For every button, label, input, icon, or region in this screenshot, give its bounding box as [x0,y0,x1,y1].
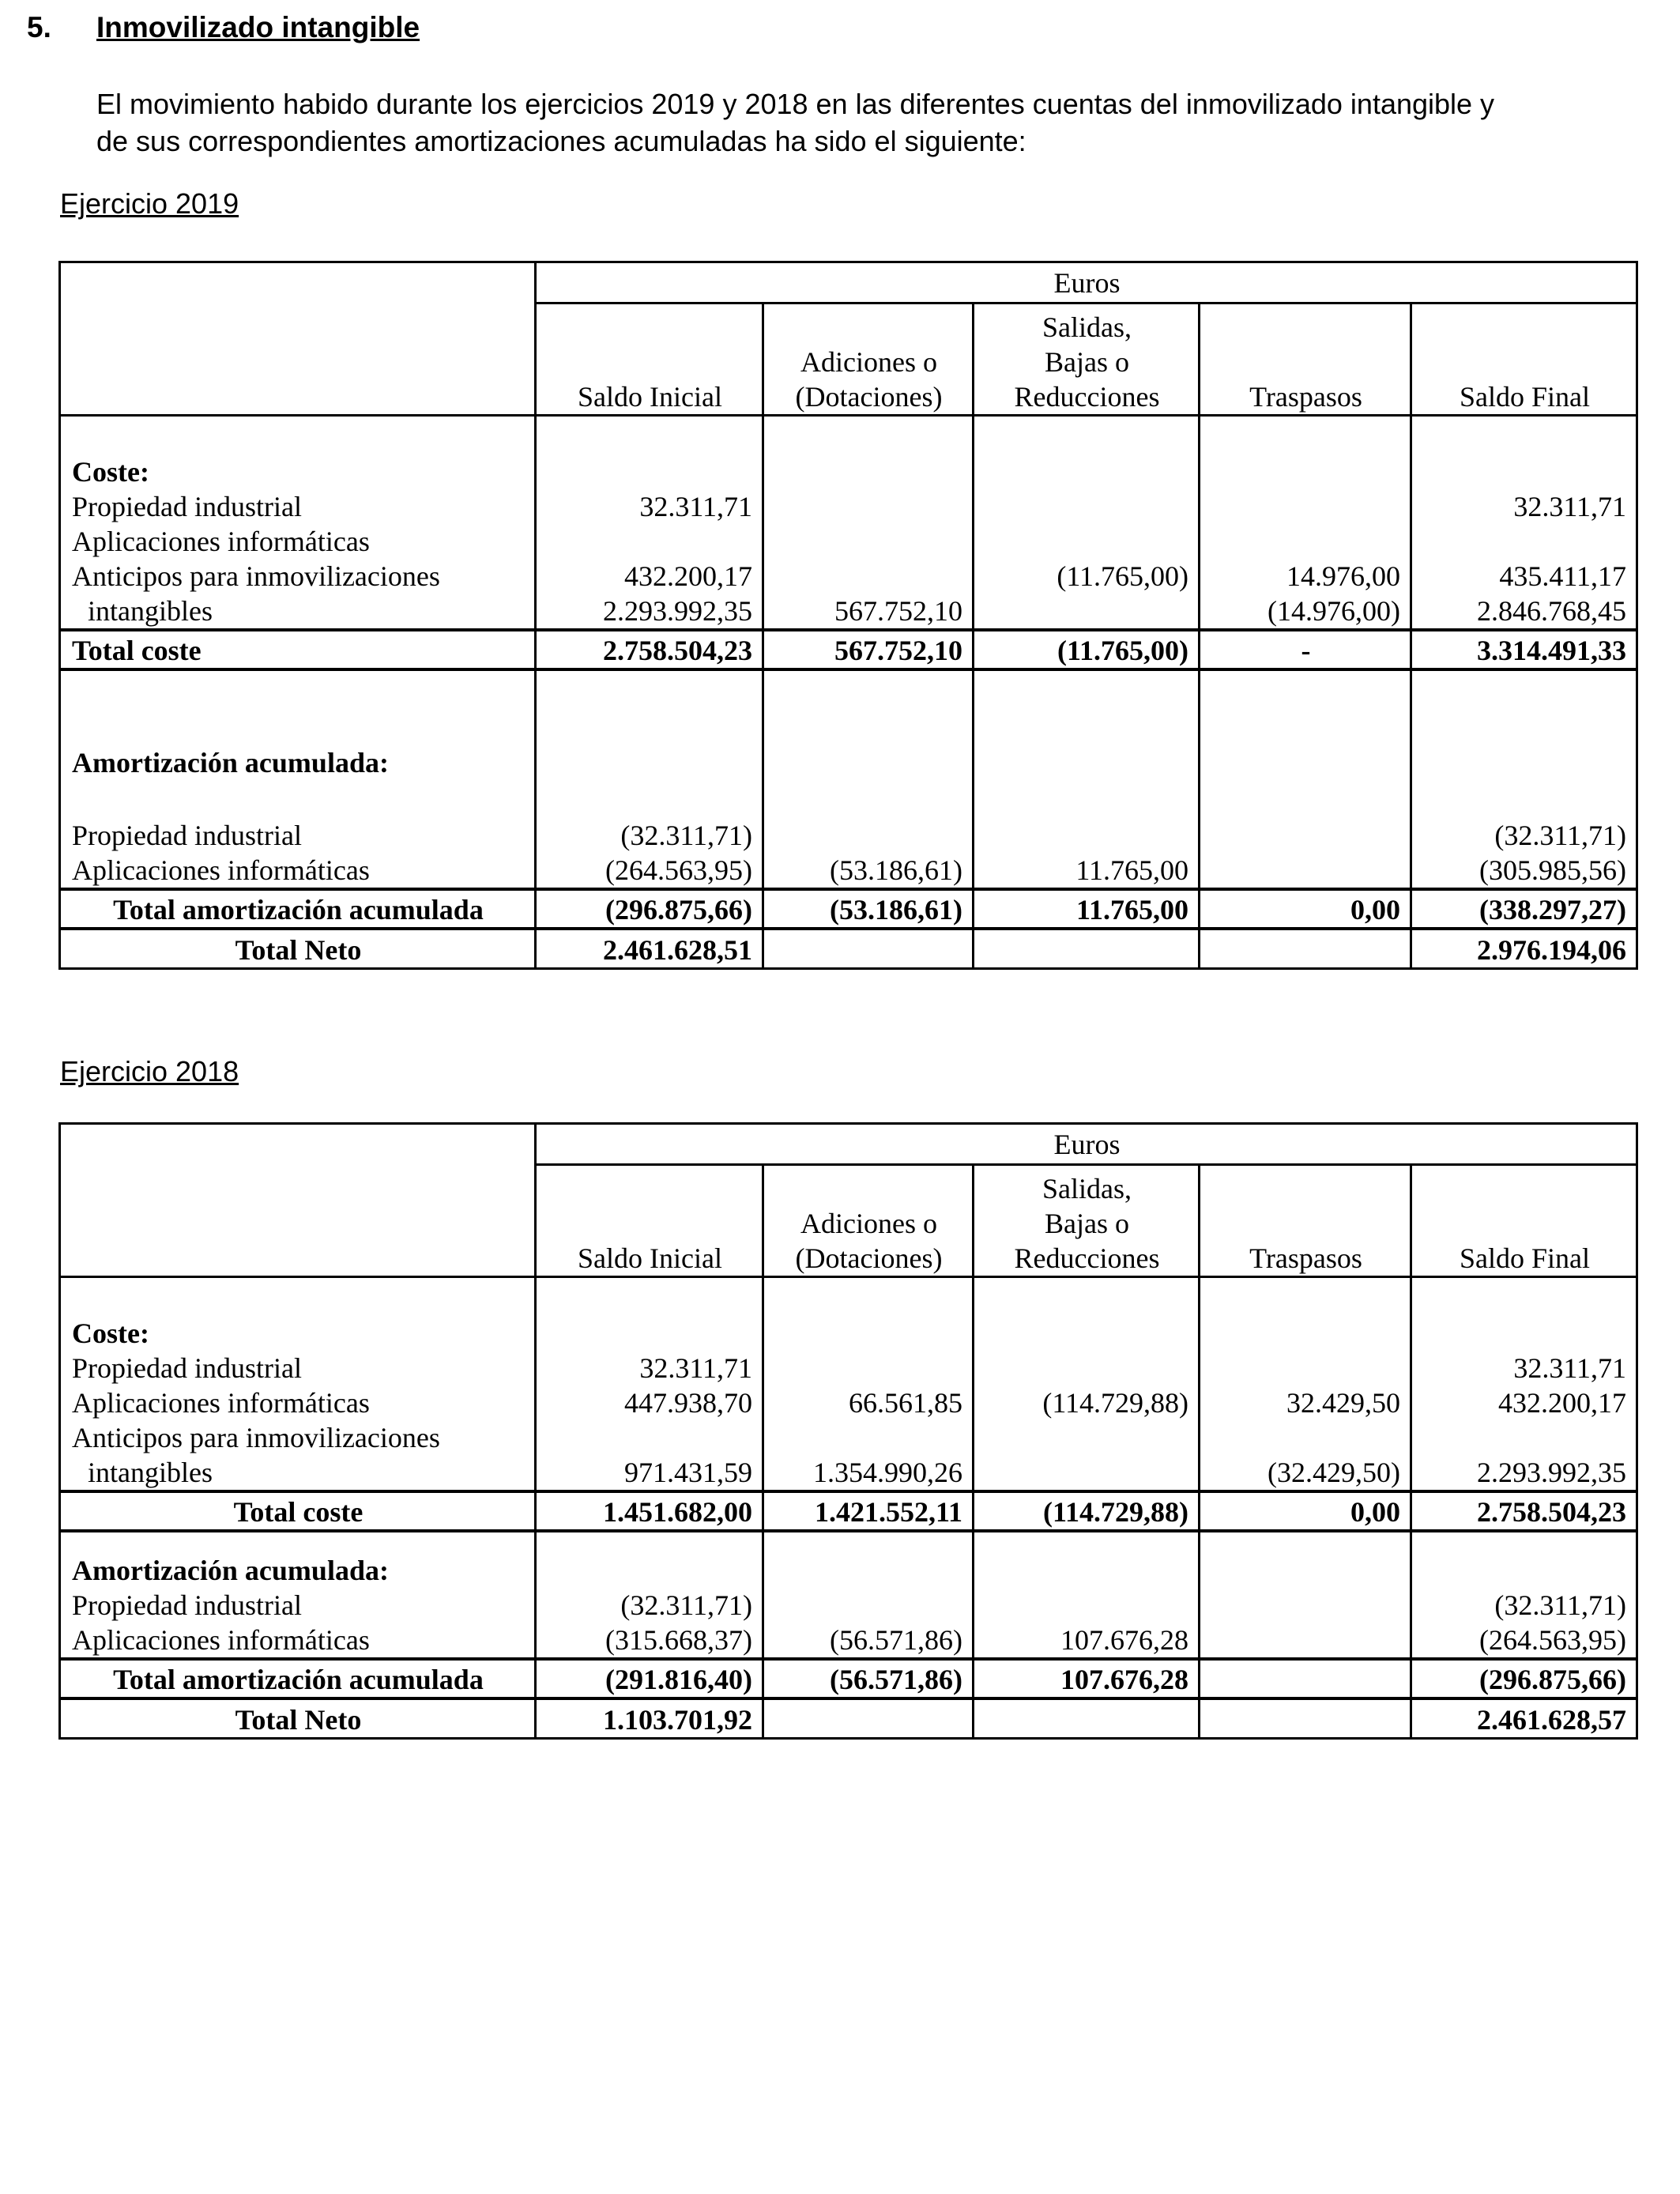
cell: 435.411,17 [1499,560,1627,592]
row-label-anticipos-2: intangibles [88,1457,213,1488]
coste-label: Coste: [72,1318,149,1349]
cell: 2.758.504,23 [1411,1491,1637,1531]
cell: 1.103.701,92 [536,1698,763,1738]
total-amort-label: Total amortización acumulada [60,1659,536,1698]
total-amort-label: Total amortización acumulada [60,889,536,929]
cell: 32.311,71 [1513,1352,1627,1384]
coste-labels [60,1277,536,1492]
amort-saldo-final [1411,669,1637,889]
col-saldo-final: Saldo Final [1411,303,1637,416]
cell: (114.729,88) [1042,1387,1188,1419]
cell: (296.875,66) [536,889,763,929]
amort-block-2018 [60,1531,1637,1659]
amort-traspasos [1200,1531,1411,1659]
cell: (11.765,00) [1057,560,1188,592]
amort-label: Amortización acumulada: [72,1555,389,1586]
section-title: Inmovilizado intangible [96,11,420,43]
cell: 1.421.552,11 [763,1491,974,1531]
cell: (264.563,95) [605,854,752,886]
euros-header: Euros [536,262,1637,303]
cell [1200,1698,1411,1738]
cell [974,1698,1200,1738]
header-empty-cell [60,262,536,416]
row-label-anticipos: Anticipos para inmovilizaciones [72,560,440,592]
col-salidas-line2: Bajas o [1045,1208,1129,1239]
cell: (32.311,71) [620,1589,752,1621]
section-number: 5. [27,11,51,43]
row-label-anticipos-2: intangibles [88,595,213,627]
col-salidas [974,1165,1200,1277]
cell: (315.668,37) [605,1624,752,1656]
total-neto-row-2019 [60,929,1637,968]
total-neto-label: Total Neto [60,929,536,968]
section-heading [27,11,420,44]
cell [1200,929,1411,968]
col-adiciones [763,1165,974,1277]
amort-block-2019 [60,669,1637,889]
col-traspasos: Traspasos [1200,303,1411,416]
cell [974,929,1200,968]
cell: 107.676,28 [1060,1624,1188,1656]
cell: 2.461.628,57 [1411,1698,1637,1738]
row-label-amort-aplicaciones: Aplicaciones informáticas [72,1624,370,1656]
amort-adiciones [763,1531,974,1659]
amort-salidas [974,669,1200,889]
total-coste-row-2018 [60,1491,1637,1531]
coste-saldo-final [1411,1277,1637,1492]
cell: - [1200,630,1411,669]
cell: 2.461.628,51 [536,929,763,968]
intro-line-2: de sus correspondientes amortizaciones acumuladas ha sido el siguiente: [96,125,1026,157]
coste-label: Coste: [72,456,149,488]
cell: 107.676,28 [974,1659,1200,1698]
cell: 11.765,00 [974,889,1200,929]
cell: 971.431,59 [624,1457,752,1488]
col-salidas-line2: Bajas o [1045,346,1129,378]
cell: (296.875,66) [1411,1659,1637,1698]
intro-line-1: El movimiento habido durante los ejercicios 2019 y 2018 en las diferentes cuentas del inmovilizado intangible y [96,88,1495,120]
total-amort-row-2019 [60,889,1637,929]
cell: 3.314.491,33 [1411,630,1637,669]
col-saldo-final: Saldo Final [1411,1165,1637,1277]
cell: 1.354.990,26 [813,1457,962,1488]
coste-block-2018 [60,1277,1637,1492]
total-neto-label: Total Neto [60,1698,536,1738]
cell: 2.293.992,35 [603,595,752,627]
cell: (264.563,95) [1479,1624,1627,1656]
header-empty-cell [60,1124,536,1277]
cell: 32.311,71 [639,491,752,522]
cell: 432.200,17 [624,560,752,592]
cell: 32.311,71 [639,1352,752,1384]
table-2019-group-header [60,262,1637,303]
col-salidas-line1: Salidas, [1042,1173,1132,1204]
cell: 32.311,71 [1513,491,1627,522]
coste-labels [60,416,536,631]
col-salidas-line3: Reducciones [1014,1242,1160,1274]
col-adiciones-line2: (Dotaciones) [795,381,943,413]
table-2018-group-header [60,1124,1637,1165]
cell [763,929,974,968]
coste-traspasos [1200,1277,1411,1492]
total-amort-row-2018 [60,1659,1637,1698]
amort-traspasos [1200,669,1411,889]
cell: (14.976,00) [1268,595,1400,627]
exercise-2019-title: Ejercicio 2019 [60,187,239,220]
coste-traspasos [1200,416,1411,631]
cell: (305.985,56) [1479,854,1627,886]
coste-saldo-inicial [536,1277,763,1492]
cell: (32.311,71) [1494,1589,1627,1621]
cell: 0,00 [1200,889,1411,929]
col-adiciones-line2: (Dotaciones) [795,1242,943,1274]
cell [763,1698,974,1738]
coste-adiciones [763,1277,974,1492]
intro-paragraph [96,85,1614,160]
amort-label: Amortización acumulada: [72,747,389,778]
col-saldo-inicial: Saldo Inicial [536,1165,763,1277]
cell: 2.293.992,35 [1477,1457,1627,1488]
amort-saldo-inicial [536,1531,763,1659]
coste-saldo-final [1411,416,1637,631]
cell: (32.311,71) [620,820,752,851]
col-saldo-inicial: Saldo Inicial [536,303,763,416]
coste-block-2019 [60,416,1637,631]
cell: 567.752,10 [763,630,974,669]
exercise-2018-title: Ejercicio 2018 [60,1055,239,1088]
cell: 2.758.504,23 [536,630,763,669]
row-label-amort-aplicaciones: Aplicaciones informáticas [72,854,370,886]
row-label-propiedad: Propiedad industrial [72,491,302,522]
total-coste-row-2019 [60,630,1637,669]
total-coste-label: Total coste [60,630,536,669]
euros-header: Euros [536,1124,1637,1165]
cell: 2.846.768,45 [1477,595,1627,627]
col-salidas [974,303,1200,416]
amort-saldo-final [1411,1531,1637,1659]
cell: 66.561,85 [849,1387,962,1419]
row-label-propiedad: Propiedad industrial [72,1352,302,1384]
cell: 32.429,50 [1286,1387,1400,1419]
cell: 2.976.194,06 [1411,929,1637,968]
cell: (56.571,86) [763,1659,974,1698]
cell: 11.765,00 [1075,854,1188,886]
row-label-amort-propiedad: Propiedad industrial [72,1589,302,1621]
coste-saldo-inicial [536,416,763,631]
cell: (11.765,00) [974,630,1200,669]
col-salidas-line1: Salidas, [1042,311,1132,343]
row-label-aplicaciones: Aplicaciones informáticas [72,526,370,557]
table-2019 [58,261,1638,970]
col-adiciones-line1: Adiciones o [800,346,937,378]
row-label-amort-propiedad: Propiedad industrial [72,820,302,851]
cell: 447.938,70 [624,1387,752,1419]
amort-salidas [974,1531,1200,1659]
amort-labels [60,1531,536,1659]
cell: (114.729,88) [974,1491,1200,1531]
amort-saldo-inicial [536,669,763,889]
cell: (32.429,50) [1268,1457,1400,1488]
cell: (32.311,71) [1494,820,1627,851]
cell: (53.186,61) [830,854,962,886]
total-neto-row-2018 [60,1698,1637,1738]
col-traspasos: Traspasos [1200,1165,1411,1277]
cell: (53.186,61) [763,889,974,929]
total-coste-label: Total coste [60,1491,536,1531]
table-2018 [58,1122,1638,1740]
col-adiciones [763,303,974,416]
coste-adiciones [763,416,974,631]
coste-salidas [974,416,1200,631]
cell: 567.752,10 [834,595,962,627]
row-label-anticipos: Anticipos para inmovilizaciones [72,1422,440,1453]
row-label-aplicaciones: Aplicaciones informáticas [72,1387,370,1419]
col-salidas-line3: Reducciones [1014,381,1160,413]
amort-adiciones [763,669,974,889]
coste-salidas [974,1277,1200,1492]
cell: 1.451.682,00 [536,1491,763,1531]
cell: 432.200,17 [1498,1387,1627,1419]
cell: (291.816,40) [536,1659,763,1698]
amort-labels [60,669,536,889]
cell: (338.297,27) [1411,889,1637,929]
cell: (56.571,86) [830,1624,962,1656]
cell: 14.976,00 [1286,560,1400,592]
col-adiciones-line1: Adiciones o [800,1208,937,1239]
cell [1200,1659,1411,1698]
cell: 0,00 [1200,1491,1411,1531]
